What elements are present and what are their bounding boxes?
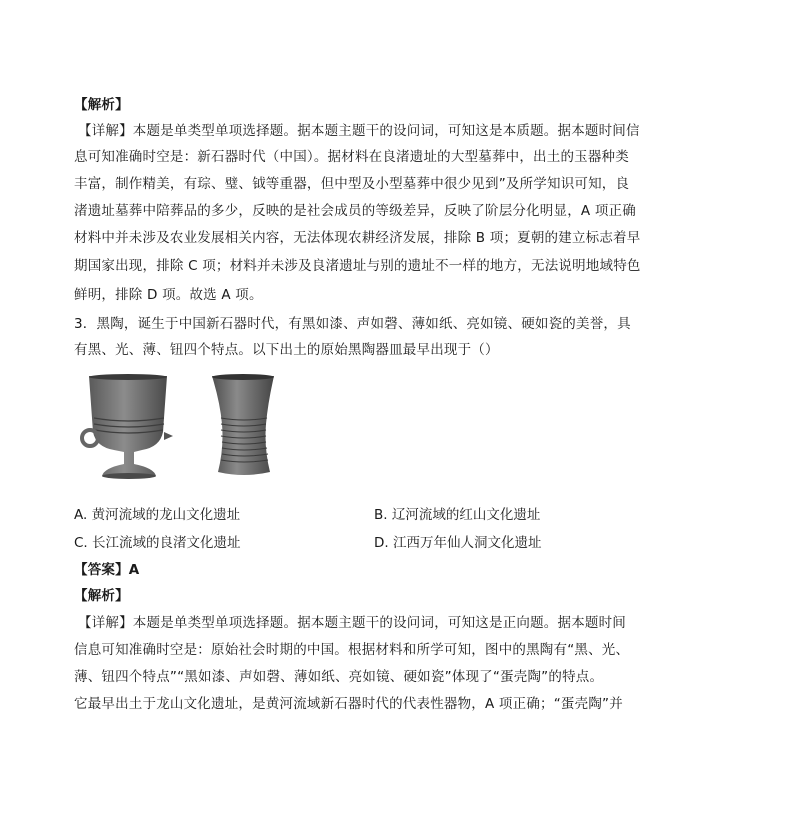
analysis-line: 它最早出土于龙山文化遗址，是黄河流域新石器时代的代表性器物，A 项正确；“蛋壳陶”并 xyxy=(74,696,623,712)
black-pottery-cup-image xyxy=(80,372,188,482)
analysis-line: 鲜明，排除 D 项。故选 A 项。 xyxy=(74,287,263,303)
analysis-line: 期国家出现，排除 C 项；材料并未涉及良渚遗址与别的遗址不一样的地方，无法说明地域特色 xyxy=(74,258,641,274)
option-a[interactable]: A. 黄河流域的龙山文化遗址 xyxy=(74,507,241,523)
option-b[interactable]: B. 辽河流域的红山文化遗址 xyxy=(374,507,541,523)
question-stem: 有黑、光、薄、钮四个特点。以下出土的原始黑陶器皿最早出现于（） xyxy=(74,342,499,358)
analysis-line: 【详解】本题是单类型单项选择题。据本题主题干的设问词，可知这是本质题。据本题时间信 xyxy=(78,123,640,139)
analysis-heading: 【解析】 xyxy=(74,588,129,604)
analysis-line: 材料中并未涉及农业发展相关内容，无法体现农耕经济发展，排除 B 项；夏朝的建立标志着早 xyxy=(74,230,641,246)
analysis-heading: 【解析】 xyxy=(74,97,129,113)
analysis-line: 丰富，制作精美，有琮、璧、钺等重器，但中型及小型墓葬中很少见到”及所学知识可知，良 xyxy=(74,176,630,192)
answer-line: 【答案】A xyxy=(74,562,140,578)
analysis-line: 息可知准确时空是：新石器时代（中国）。据材料在良渚遗址的大型墓葬中，出土的玉器种类 xyxy=(74,149,629,165)
analysis-line: 薄、钮四个特点”“黑如漆、声如磬、薄如纸、亮如镜、硬如瓷”体现了“蛋壳陶”的特点。 xyxy=(74,669,604,685)
analysis-line: 【详解】本题是单类型单项选择题。据本题主题干的设问词，可知这是正向题。据本题时间 xyxy=(78,615,626,631)
option-c[interactable]: C. 长江流域的良渚文化遗址 xyxy=(74,535,241,551)
option-d[interactable]: D. 江西万年仙人洞文化遗址 xyxy=(374,535,542,551)
analysis-line: 渚遗址墓葬中陪葬品的多少，反映的是社会成员的等级差异，反映了阶层分化明显，A 项正确 xyxy=(74,203,636,219)
black-pottery-vase-image xyxy=(210,372,278,482)
question-stem: 3．黑陶，诞生于中国新石器时代，有黑如漆、声如磬、薄如纸、亮如镜、硬如瓷的美誉，具 xyxy=(74,316,631,332)
analysis-line: 信息可知准确时空是：原始社会时期的中国。根据材料和所学可知，图中的黑陶有“黑、光、 xyxy=(74,642,630,658)
